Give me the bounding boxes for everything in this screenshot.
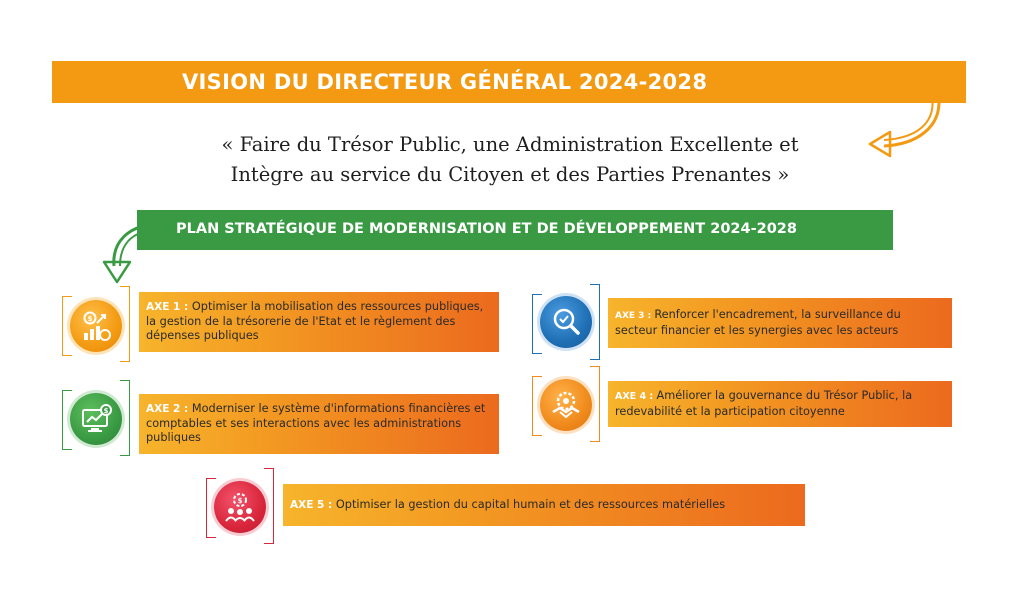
axis-4-bar bbox=[608, 381, 952, 427]
axis-1-text bbox=[146, 300, 493, 344]
quote-line-2: Intègre au service du Citoyen et des Parties Prenantes » bbox=[230, 163, 790, 186]
axis-3-tag: AXE 3 : bbox=[615, 311, 655, 321]
axis-2-tag: AXE 2 : bbox=[146, 403, 192, 416]
axis-3-description: Renforcer l'encadrement, la surveillance du secteur financier et les synergies avec les acteurs bbox=[615, 308, 901, 337]
axis-1-tag: AXE 1 : bbox=[146, 301, 192, 314]
axis-4-text bbox=[615, 389, 946, 419]
axis-4-tag: AXE 4 : bbox=[615, 391, 657, 402]
axis-5-description: Optimiser la gestion du capital humain et des ressources matérielles bbox=[335, 497, 726, 511]
computer-finance-icon bbox=[70, 393, 122, 445]
axis-4-description: Améliorer la gouvernance du Trésor Public, la redevabilité et la participation citoyenne bbox=[615, 389, 913, 418]
svg-text:$: $ bbox=[237, 497, 243, 505]
axis-3-bar bbox=[608, 298, 952, 348]
vision-title: VISION DU DIRECTEUR GÉNÉRAL 2024-2028 bbox=[182, 70, 708, 94]
axis-2-bar bbox=[139, 394, 499, 454]
plan-title: PLAN STRATÉGIQUE DE MODERNISATION ET DE DÉVELOPPEMENT 2024-2028 bbox=[176, 221, 797, 237]
magnifier-check-icon bbox=[540, 296, 592, 348]
people-gear-icon bbox=[214, 481, 266, 533]
svg-text:$: $ bbox=[87, 315, 93, 323]
svg-text:$: $ bbox=[103, 407, 109, 415]
axis-1-bar bbox=[139, 292, 499, 352]
quote-line-1: « Faire du Trésor Public, une Administration Excellente et bbox=[221, 133, 799, 156]
axis-5-text bbox=[290, 498, 725, 513]
orange-curved-arrow-icon bbox=[862, 92, 946, 164]
axis-2-text bbox=[146, 402, 493, 446]
axis-3-text bbox=[615, 308, 946, 338]
money-growth-icon bbox=[70, 300, 122, 352]
vision-quote bbox=[150, 130, 870, 190]
axis-5-tag: AXE 5 : bbox=[290, 498, 336, 511]
green-curved-arrow-icon bbox=[98, 220, 160, 288]
axis-5-bar bbox=[283, 484, 805, 526]
handshake-gear-icon bbox=[540, 379, 592, 431]
axis-2-description: Moderniser le système d'informations financières et comptables et ses interactions avec les administrations publiques bbox=[146, 402, 486, 445]
axis-1-description: Optimiser la mobilisation des ressources publiques, la gestion de la trésorerie de l'Etat et le règlement des dépenses publiques bbox=[146, 300, 484, 343]
